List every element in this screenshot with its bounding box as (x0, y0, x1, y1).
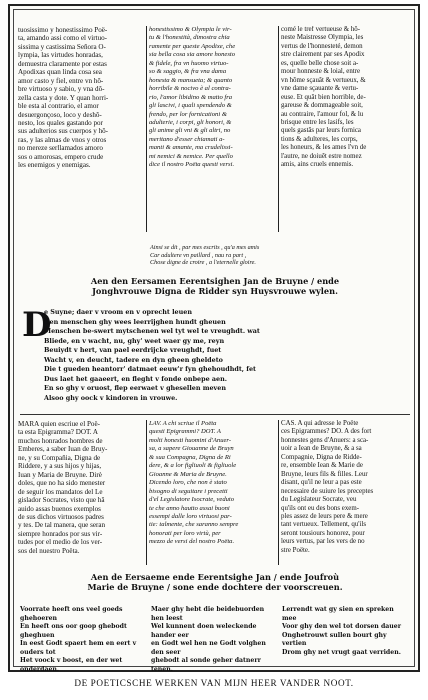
decorative-initial: D (22, 305, 52, 345)
dutch-poem: e Suyne; daer v vroom en v oprecht leuen Den menschen ghy wees leerrijghen hundt gheuen Menschen be-swert mytschenen wel tyt wel te vreughdt. wat Bliede, en v wacht, nu, ghy' weet waer gy me, reyn Beuiydt v hert, van pael eerdrijcke vreughdt, fuet Wacht v, en deucht, tadere en dyn gheen gheldeto Die t gueden heantorr' datmaet eeuw'r fyn ghehoudhdt, fet Dus laet het gaaeert, en fleght v fonde onbepe aen. En so ghy v oruost, flep eerwaet v ghesellen meven Alsoo ghy oock v kindoren in vrouwe. (44, 308, 260, 402)
spanish-column-top: tuosissimo y honestissimo Poë- ta, amando assi como el virtuo- sissima y castissima Señora O- lympia, las virtudes honradas, demuestra claramente por estas Apodixas quan linda cosa sea amor casto y fiel, entre vn hõ- bre virtuoso y sabio, y vna dõ- zella casta y dote. Y quan horri- ble esta al contrario, el amor desuergonçoso, loco y deshõ- nesto, los quales gastando por sus adulterios sus cuerpos y hõ- ras, y las almas de vnos y otros no mereze serllamados amoro sos o amorosas, empero crude les enemigos y enemigas. (18, 26, 109, 170)
middle-text-columns (16, 420, 412, 565)
divider (20, 414, 410, 415)
french-column-top: comé le tref vertueuse & hõ- neste Maistresse Olympia, les vertus de l'honnesteté, demon stre clairement par ses Apodix es, quelle belle chose soit a- mour honneste & loial, entre vn hõme sçauãt & vertueux, & vne dame sçauante & vertu- euse. Et quãt bien horrible, de- gareuse & dommageable soit, au contraire, l'amour fol, & lu brisque entre les lasifs, les quels gastãs par leurs fornica tions & adulteres, les corps, les honeurs, & les ames l'vn de l'autre, ne doiuẽt estre nomez amis, ains cruels ennemis. (278, 26, 412, 232)
bottom-poem (20, 606, 410, 674)
french-column-middle: CAS. A qui adresse le Poëte ces Epigrammes? DO. A des fort honnestes gens d'Anuers: a sca- uoir a Iean de Bruyne, & a sa Compagnie, Digna de Ridde- re, ensemble Iean & Marie de Bruyne, leurs fils & filles. Leur disant, qu'il ne leur a pas este necessaire de suiure les preceptes du Legislateur Socrate, veu qu'ils ont eu des bons exem- ples assez de leurs pere & mere tant vertueux. Tellement, qu'ils seront tousiours honorez, pour leurs vertus, par les vers de no stre Poëte. (278, 420, 412, 565)
dutch-heading-1: Aen den Eersamen Eerentsighen Jan de Bruyne / ende Jonghvrouwe Digna de Ridder syn Huysvrouwe wylen. (90, 276, 340, 296)
bottom-poem-middle: Maer ghy hebt die beidebuorden hen leest Wel kunnent doen weleckende hander eer en Godt wel hen ne Godt volghen den seer ghebodt al sonde geher datnerr tenen. (151, 606, 266, 673)
bottom-poem-left: Voorrate heeft ons veel goeds ghehoeren En heeft ons oor goop ghebodt gheghuen In eest Godt spaert hem en eert v ouders tot Het voock v boost, en der wet onderdaen. (20, 606, 137, 673)
dutch-heading-2: Aen de Eersaeme ende Eerentsighe Jan / ende Joufroù Marie de Bruyne / sone ende dochtere der voorscreuen. (87, 572, 343, 592)
spanish-column-middle: MARA quien escriue el Poë- ta esta Epigramma? DOT. A muchos honrados hombres de Emberes, a saber Iuan de Bruy- ne, y su Compañia, Digna de Riddere, y a sus hijos y hijas, Iuan y Maria de Bruyne. Dirè doles, que no ha sido menester de seguir los mandatos del Le gislador Socrates, visto que hã auido assas buenos exemplos de sus dichos virtuosos padres y tes. De tal manera, que seran siempre honrados por sus vir- tudes por el medio de los ver- sos del nuestro Poëta. (18, 420, 108, 555)
bottom-poem-right: Lerrendt wat gy sien en spreken mee Voor ghy den wel tot dorsen dauer Onghetrouwt sullen bourt ghy vertien Drom ghy net vrugt gaat verriden. (282, 606, 401, 656)
italian-column-top: honestissimo & Olympia le vir- tu & l'honestità, dimostra chia ramente per queste Apodixe, che sia bella cosa sia amore honesto & fidele, fra vn huomo virtuo- so & saggio, & fra vna dama honesta & mansueta; & quanto horribile & nocivo è al contra- rio, l'amor libidino & matto fra gli lascivi, i quali spendendo & frendo, per lor fornicationi & adulterie, i corpi, gli honori, & gli anime gli vni & gli altri, no meritano d'esser chiamati a- manti & amante, ma crudelissi- mi nemici & nemice. Per quello dice il nostro Poëta questi versi. (146, 26, 278, 232)
italian-column-middle: LAV. A chi scriue il Poëta questi Epigrammi? DOT. A molti honesti huomini d'Anuer- sa, a sapere Giouanne de Bruyn & sua Compagna, Digna de Ri dere, & a lor figliuoli & figliuole Gioanne & Maria de Bruyne. Dicendo loro, che non è stato bisogno di seguitare i precetti d'el Legislatore Isocrate, veduto te che anno hautto assai buoni essempi dalle loro virtuosi par- tie: talmente, che saranno sempre honorati per loro virtù, per mezzo de versi del nostro Poëta. (146, 420, 278, 565)
top-text-columns (16, 26, 412, 232)
french-verse: Ainsi se dit , par mes escrits , qu'a mes amis Car adultere vn paillard , nau ra part , Chose digne de croire , a l'eternelle gloire. (150, 244, 260, 267)
page-footer: DE POETICSCHE WERKEN VAN MIJN HEER VANDER NOOT. (74, 678, 354, 688)
